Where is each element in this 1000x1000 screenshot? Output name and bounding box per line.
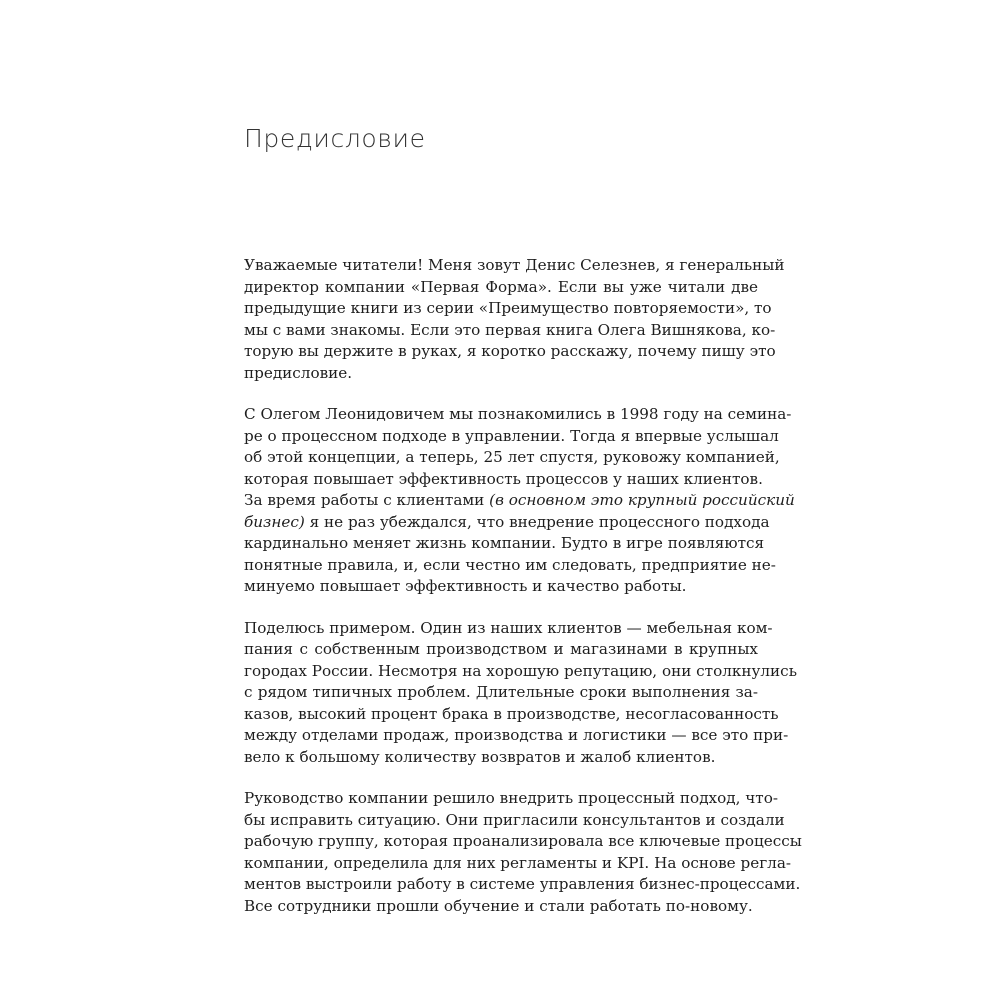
text-run: городах России. Несмотря на хорошую репутацию, они столкнулись <box>244 661 797 680</box>
text-run: вело к большому количеству возвратов и жалоб клиентов. <box>244 747 716 766</box>
text-line <box>244 426 779 448</box>
text-line <box>244 831 802 853</box>
text-line <box>244 725 789 747</box>
text-line <box>244 255 785 277</box>
text-run: торую вы держите в руках, я коротко расскажу, почему пишу это <box>244 342 776 360</box>
page-title: Предисловие <box>244 124 426 153</box>
text-run: казов, высокий процент брака в производстве, несогласованность <box>244 704 779 723</box>
text-run: мы с вами знакомы. Если это первая книга Олега Вишнякова, ко- <box>244 320 776 339</box>
text-run: с рядом типичных проблем. Длительные сроки выполнения за- <box>244 683 758 701</box>
text-run: я не раз убеждался, что внедрение процессного подхода <box>304 512 770 531</box>
text-line <box>244 788 778 810</box>
text-run: предисловие. <box>244 363 353 382</box>
text-line <box>244 533 765 555</box>
text-run: Поделюсь примером. Один из наших клиентов — мебельная ком- <box>244 618 773 637</box>
text-line <box>244 447 780 469</box>
text-run: минуемо повышает эффективность и качество работы. <box>244 577 687 595</box>
text-run: Руководство компании решило внедрить процессный подход, что- <box>244 789 778 807</box>
text-run: кардинально меняет жизнь компании. Будто в игре появляются <box>244 534 765 552</box>
text-run: которая повышает эффективность процессов у наших клиентов. <box>244 469 763 488</box>
paragraph-gap <box>244 598 758 618</box>
text-line <box>244 639 758 661</box>
text-line <box>244 320 776 342</box>
text-run: ментов выстроили работу в системе управления бизнес-процессами. <box>244 875 801 893</box>
text-run: ре о процессном подходе в управлении. Тогда я впервые услышал <box>244 426 779 445</box>
text-line <box>244 747 758 769</box>
text-run: между отделами продаж, производства и логистики — все это при- <box>244 726 789 744</box>
text-run: Все сотрудники прошли обучение и стали работать по-новому. <box>244 896 753 915</box>
text-run: директор компании «Первая Форма». Если вы уже читали две <box>244 277 758 296</box>
text-line <box>244 618 773 640</box>
text-run: компании, определила для них регламенты и KPI. На основе регла- <box>244 853 792 872</box>
text-line <box>244 555 776 577</box>
text-line <box>244 298 772 320</box>
text-line <box>244 810 785 832</box>
italic-text-run: (в основном это крупный российский <box>489 491 795 509</box>
text-line <box>244 682 758 704</box>
text-run: об этой концепции, а теперь, 25 лет спустя, руковожу компанией, <box>244 448 780 466</box>
text-line <box>244 576 758 598</box>
text-run: предыдущие книги из серии «Преимущество повторяемости», то <box>244 299 772 317</box>
text-line <box>244 874 801 896</box>
text-run: понятные правила, и, если честно им следовать, предприятие не- <box>244 555 776 574</box>
text-line <box>244 469 763 491</box>
text-line <box>244 853 792 875</box>
text-line <box>244 404 792 426</box>
italic-text-run: бизнес) <box>244 512 305 531</box>
text-run: За время работы с клиентами <box>244 491 490 509</box>
paragraph-gap <box>244 384 758 404</box>
text-line <box>244 512 770 534</box>
text-line <box>244 704 779 726</box>
text-run: С Олегом Леонидовичем мы познакомились в 1998 году на семина- <box>244 405 792 423</box>
text-line <box>244 661 797 683</box>
text-line <box>244 341 776 363</box>
text-run: рабочую группу, которая проанализировала все ключевые процессы <box>244 832 802 850</box>
text-line <box>244 277 758 299</box>
text-run: бы исправить ситуацию. Они пригласили консультантов и создали <box>244 810 785 829</box>
text-line <box>244 896 758 918</box>
text-run: Уважаемые читатели! Меня зовут Денис Селезнев, я генеральный <box>244 256 785 274</box>
text-line <box>244 490 795 512</box>
body-text <box>244 255 802 917</box>
paragraph-gap <box>244 768 758 788</box>
text-line <box>244 363 758 385</box>
text-run: пания с собственным производством и магазинами в крупных <box>244 640 758 658</box>
